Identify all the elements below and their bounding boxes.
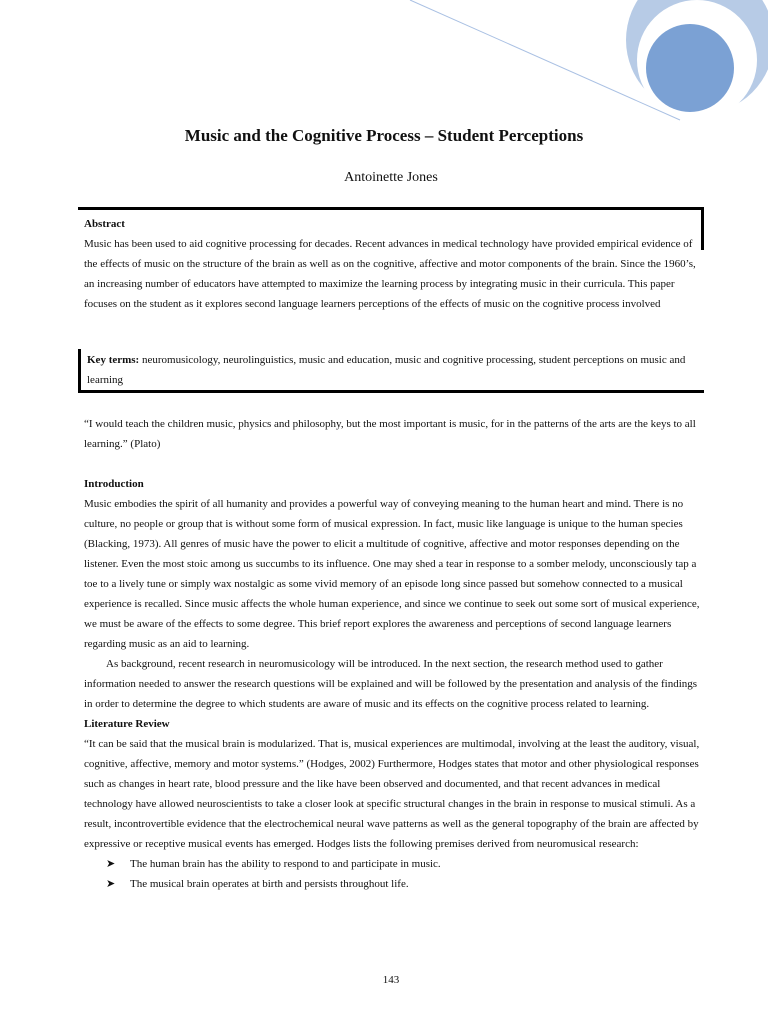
- key-terms-box: [78, 349, 704, 393]
- spacer: [84, 454, 704, 474]
- abstract-text: Music has been used to aid cognitive processing for decades. Recent advances in medical technology have provided empirical evidence of the effects of music on the structure of the brain as well as on the cognitive, affective and motor components of the brain. Since the 1960’s, an increasing number of educators have attempted to maximize the learning process by integrating music in their curricula. This paper focuses on the student as it explores second language learners perceptions of the effects of music on the cognitive process involved: [84, 238, 696, 310]
- key-terms-text: neuromusicology, neurolinguistics, music and education, music and cognitive processing, student perceptions on music and learning: [87, 354, 686, 386]
- introduction-heading: Introduction: [84, 478, 144, 490]
- introduction-paragraph-1: Music embodies the spirit of all humanity and provides a powerful way of conveying meaning to the human heart and mind. There is no culture, no people or group that is without some form of musical expression. In fact, music like language is unique to the human species (Blacking, 1973). All genres of music have the power to elicit a multitude of cognitive, affective and motor responses depending on the listener. Even the most stoic among us succumbs to its influence. One may shed a tear in response to a somber melody, unconsciously tap a toe to a lively tune or simply wax nostalgic as some vivid memory of an episode long since passed but somehow connected to a musical experience is recalled. Since music affects the whole human experience, and since we continue to seek out some sort of musical experience, we must be aware of the effects to some degree. This brief report explores the awareness and perceptions of second language learners regarding music as an aid to learning.: [84, 498, 700, 650]
- list-item: [84, 874, 704, 894]
- literature-review-heading: Literature Review: [84, 718, 170, 730]
- list-item: [84, 854, 704, 874]
- list-item-text: The musical brain operates at birth and persists throughout life.: [130, 878, 409, 890]
- plato-quote: “I would teach the children music, physics and philosophy, but the most important is music, for in the patterns of the arts are the keys to all learning.” (Plato): [84, 418, 696, 450]
- arrowhead-bullet-icon: ➤: [106, 877, 116, 890]
- page-number: 143: [382, 974, 400, 986]
- list-item-text: The human brain has the ability to respond to and participate in music.: [130, 858, 441, 870]
- introduction-paragraph-2: As background, recent research in neuromusicology will be introduced. In the next section, the research method used to gather information needed to answer the research questions will be explained and will be followed by the presentation and analysis of the findings in order to determine the degree to which students are aware of music and its effects on the cognitive process related to learning.: [84, 658, 698, 710]
- decorative-inner-circle: [646, 24, 734, 112]
- decorative-header-graphic: [0, 0, 768, 130]
- abstract-box: [78, 207, 704, 314]
- decorative-ring: [637, 0, 757, 120]
- key-terms-label: Key terms:: [87, 354, 140, 366]
- document-title: Music and the Cognitive Process – Student Perceptions: [184, 126, 584, 145]
- literature-review-paragraph-1: “It can be said that the musical brain is modularized. That is, musical experiences are multimodal, involving at the least the auditory, visual, cognitive, affective, memory and motor systems.” (Hodges, 2002) Furthermore, Hodges states that motor and other physiological responses such as changes in heart rate, blood pressure and the like have been observed and documented, and that recent advances in medical technology have allowed neuroscientists to take a closer look at specific structural changes in the brain in response to musical stimuli. As a result, incontrovertible evidence that the electrochemical neural wave patterns as well as the general topography of the brain are affected by expressive or receptive musical events has emerged. Hodges lists the following premises derived from neuromusical research:: [84, 738, 700, 850]
- decorative-line: [410, 0, 680, 120]
- body-text: [84, 414, 704, 894]
- decorative-outer-circle: [626, 0, 768, 114]
- author-name: Antoinette Jones: [344, 170, 438, 185]
- abstract-box-right-bar: [701, 207, 704, 250]
- premises-list: [84, 854, 704, 894]
- abstract-heading: Abstract: [84, 218, 125, 230]
- arrowhead-bullet-icon: ➤: [106, 857, 116, 870]
